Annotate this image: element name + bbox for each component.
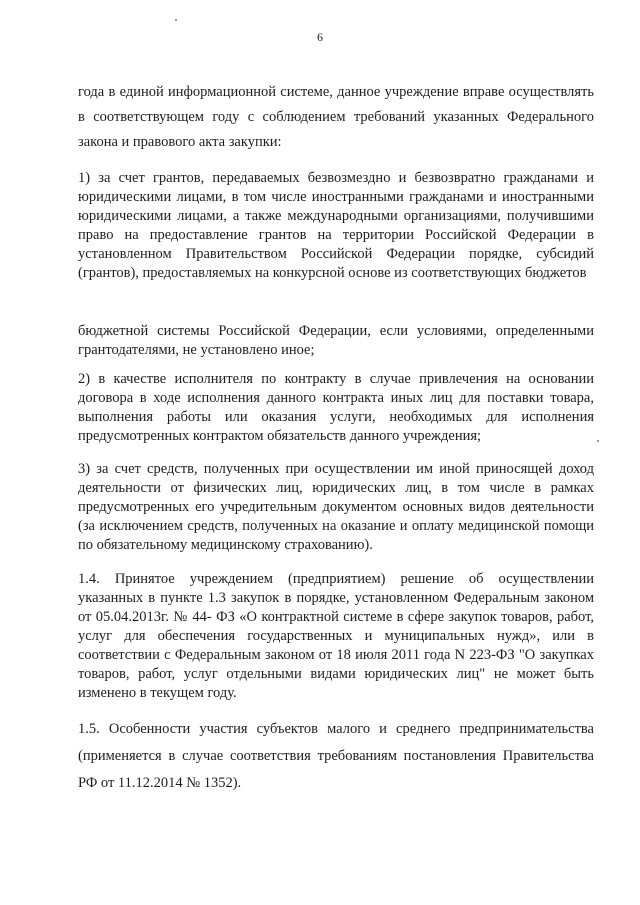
paragraph-item-1: 1) за счет грантов, передаваемых безвозмездно и безвозвратно гражданами и юридическими лицами, в том числе иностранными гражданами и иностранными юридическими лицами, а также международными организациями, получившими право на предоставление грантов на территории Российской Федерации в установленном Правительством Российской Федерации порядке, субсидий (грантов), предоставляемых на конкурсной основе из соответствующих бюджетов [78,170,594,281]
page-number: 6 [317,30,323,44]
paragraph-section-1-5: 1.5. Особенности участия субъектов малого и среднего предпринимательства (применяется в случае соответствия требованиям постановления Правительства РФ от 11.12.2014 № 1352). [78,721,594,791]
paragraph-item-1-continued: бюджетной системы Российской Федерации, если условиями, определенными грантодателями, не установлено иное; [78,323,594,358]
paragraph-item-3: 3) за счет средств, полученных при осуществлении им иной приносящей доход деятельности от физических лиц, юридических лиц, в том числе в рамках предусмотренных его учредительным документом основных видов деятельности (за исключением средств, полученных на оказание и оплату медицинской помощи по обязательному медицинскому страхованию). [78,461,594,553]
paragraph-section-1-4: 1.4. Принятое учреждением (предприятием) решение об осуществлении указанных в пункте 1.3 закупок в порядке, установленном Федеральным законом от 05.04.2013г. № 44- ФЗ «О контрактной системе в сфере закупок товаров, работ, услуг для обеспечения государственных и муниципальных нужд», или в соответствии с Федеральным законом от 18 июля 2011 года N 223-ФЗ "О закупках товаров, работ, услуг отдельными видами юридических лиц" не может быть изменено в текущем году. [78,571,594,701]
paragraph-item-2: 2) в качестве исполнителя по контракту в случае привлечения на основании договора в ходе исполнения данного контракта иных лиц для поставки товара, выполнения работы или оказания услуги, необходимых для исполнения предусмотренных контрактом обязательств данного учреждения; [78,371,594,444]
paragraph-intro: года в единой информационной системе, данное учреждение вправе осуществлять в соответствующем году с соблюдением требований указанных Федерального закона и правового акта закупки: [78,84,594,150]
scan-speck [175,19,177,21]
scan-speck [597,440,599,442]
